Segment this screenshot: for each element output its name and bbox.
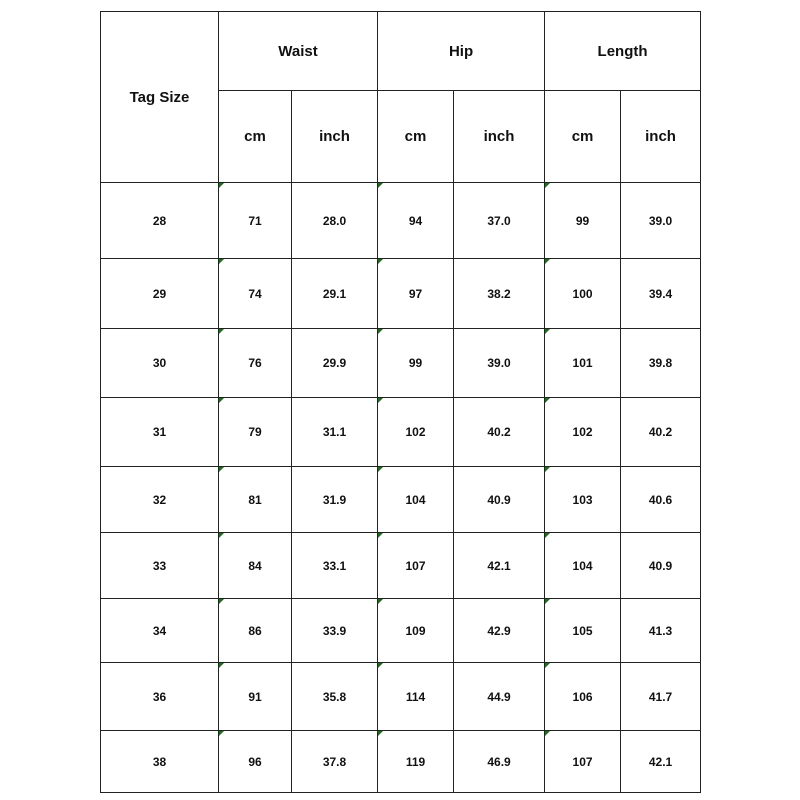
length-inch-header: inch <box>621 91 701 183</box>
hip-inch-cell: 46.9 <box>454 731 545 793</box>
waist-cm-cell: 71 <box>219 183 292 259</box>
hip-inch-cell: 42.1 <box>454 533 545 599</box>
hip-inch-cell: 37.0 <box>454 183 545 259</box>
table-row <box>101 398 701 467</box>
length-cm-header: cm <box>545 91 621 183</box>
hip-cm-cell: 102 <box>378 398 454 467</box>
tag-size-cell: 33 <box>101 533 219 599</box>
length-inch-cell: 41.3 <box>621 599 701 663</box>
tag-size-cell: 34 <box>101 599 219 663</box>
waist-inch-cell: 29.9 <box>292 329 378 398</box>
tag-size-cell: 29 <box>101 259 219 329</box>
hip-inch-cell: 39.0 <box>454 329 545 398</box>
length-cm-cell: 107 <box>545 731 621 793</box>
length-inch-cell: 42.1 <box>621 731 701 793</box>
waist-cm-cell: 96 <box>219 731 292 793</box>
waist-cm-cell: 86 <box>219 599 292 663</box>
length-inch-cell: 40.9 <box>621 533 701 599</box>
waist-inch-cell: 37.8 <box>292 731 378 793</box>
waist-inch-cell: 28.0 <box>292 183 378 259</box>
hip-cm-cell: 104 <box>378 467 454 533</box>
waist-cm-cell: 91 <box>219 663 292 731</box>
size-chart-table <box>100 11 701 793</box>
table-row <box>101 731 701 793</box>
tag-size-cell: 31 <box>101 398 219 467</box>
length-cm-cell: 106 <box>545 663 621 731</box>
length-cm-cell: 105 <box>545 599 621 663</box>
length-inch-cell: 39.8 <box>621 329 701 398</box>
waist-inch-cell: 35.8 <box>292 663 378 731</box>
waist-inch-cell: 31.1 <box>292 398 378 467</box>
hip-cm-cell: 99 <box>378 329 454 398</box>
waist-inch-cell: 29.1 <box>292 259 378 329</box>
hip-inch-cell: 40.9 <box>454 467 545 533</box>
hip-header: Hip <box>378 12 545 91</box>
hip-inch-cell: 40.2 <box>454 398 545 467</box>
length-header: Length <box>545 12 701 91</box>
hip-cm-cell: 97 <box>378 259 454 329</box>
waist-cm-cell: 81 <box>219 467 292 533</box>
header-row-groups <box>101 12 701 91</box>
tag-size-cell: 36 <box>101 663 219 731</box>
hip-cm-header: cm <box>378 91 454 183</box>
tag-size-header: Tag Size <box>101 12 219 183</box>
length-inch-cell: 39.4 <box>621 259 701 329</box>
length-cm-cell: 102 <box>545 398 621 467</box>
length-inch-cell: 40.2 <box>621 398 701 467</box>
waist-cm-cell: 74 <box>219 259 292 329</box>
waist-cm-cell: 76 <box>219 329 292 398</box>
waist-inch-cell: 33.1 <box>292 533 378 599</box>
table-row <box>101 663 701 731</box>
length-inch-cell: 40.6 <box>621 467 701 533</box>
table-row <box>101 329 701 398</box>
hip-inch-header: inch <box>454 91 545 183</box>
hip-cm-cell: 119 <box>378 731 454 793</box>
table-row <box>101 259 701 329</box>
length-inch-cell: 39.0 <box>621 183 701 259</box>
waist-cm-header: cm <box>219 91 292 183</box>
tag-size-cell: 38 <box>101 731 219 793</box>
length-cm-cell: 104 <box>545 533 621 599</box>
waist-inch-cell: 33.9 <box>292 599 378 663</box>
table-body <box>101 183 701 793</box>
waist-inch-cell: 31.9 <box>292 467 378 533</box>
hip-cm-cell: 107 <box>378 533 454 599</box>
length-cm-cell: 101 <box>545 329 621 398</box>
table-row <box>101 183 701 259</box>
length-cm-cell: 100 <box>545 259 621 329</box>
table-row <box>101 467 701 533</box>
hip-cm-cell: 94 <box>378 183 454 259</box>
length-cm-cell: 103 <box>545 467 621 533</box>
hip-inch-cell: 38.2 <box>454 259 545 329</box>
hip-cm-cell: 114 <box>378 663 454 731</box>
waist-cm-cell: 79 <box>219 398 292 467</box>
length-inch-cell: 41.7 <box>621 663 701 731</box>
table-row <box>101 599 701 663</box>
hip-inch-cell: 44.9 <box>454 663 545 731</box>
waist-header: Waist <box>219 12 378 91</box>
tag-size-cell: 30 <box>101 329 219 398</box>
tag-size-cell: 32 <box>101 467 219 533</box>
waist-cm-cell: 84 <box>219 533 292 599</box>
tag-size-cell: 28 <box>101 183 219 259</box>
table-row <box>101 533 701 599</box>
waist-inch-header: inch <box>292 91 378 183</box>
hip-inch-cell: 42.9 <box>454 599 545 663</box>
length-cm-cell: 99 <box>545 183 621 259</box>
table-header <box>101 12 701 183</box>
hip-cm-cell: 109 <box>378 599 454 663</box>
